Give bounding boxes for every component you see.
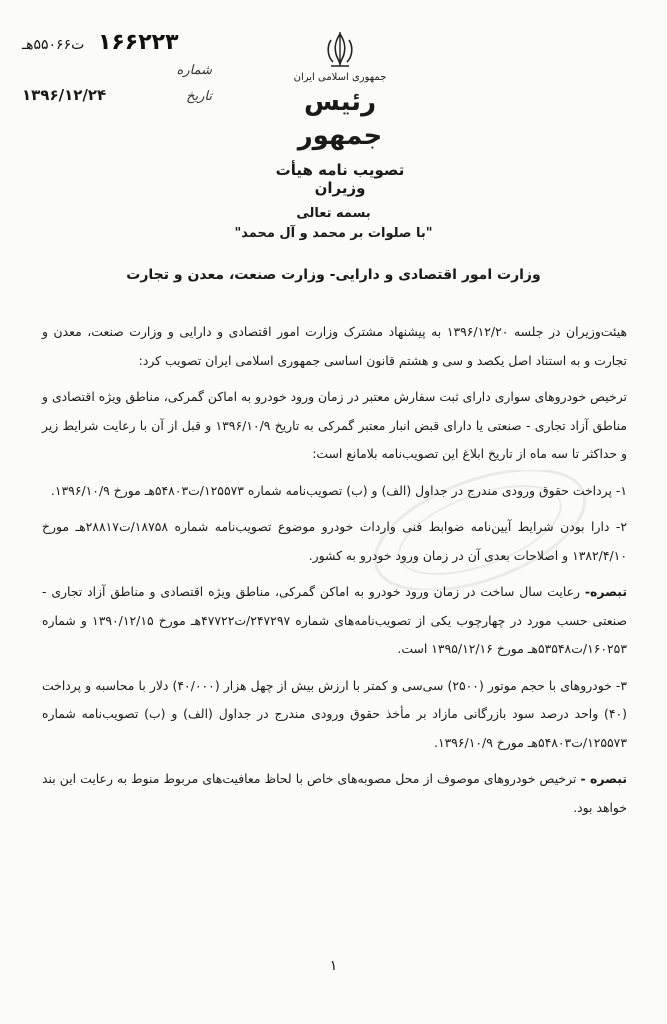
document-number [22,30,212,55]
document-meta [22,30,212,104]
page-number: ۱ [329,958,338,974]
decree-body [42,318,627,830]
main-paragraph: ترخیص خودروهای سواری دارای ثبت سفارش معتبر در زمان ورود خودرو به اماکن گمرکی، مناطق ویژه اقتصادی و مناطق آزاد تجاری - صنعتی یا دارای قبض انبار معتبر گمرکی به تاریخ ۱۳۹۶/۱۰/۹ و قبل از آن با رعایت شرایط زیر و حداکثر تا سه ماه از تاریخ ابلاغ این تصویب‌نامه بلامانع است: [42,389,627,461]
note-2-text: ترخیص خودروهای موصوف از محل مصوبه‌های خاص با لحاظ معافیت‌های مربوط منوط به رعایت این بند خواهد بود. [42,771,627,815]
note-1 [42,578,627,664]
date-label: تاریخ [186,89,212,104]
letterhead-subtitle: تصویب نامه هیأت وزیران [275,161,405,197]
iran-emblem-icon [323,30,357,70]
date-value: ۱۳۹۶/۱۲/۲۴ [22,86,107,104]
letterhead [270,30,410,197]
office-title: رئیس جمهور [297,87,383,151]
document-number-value: ۱۶۶۲۲۳ [97,30,179,55]
number-label: شماره [176,63,212,78]
date-row [22,86,212,104]
document-reference: ت۵۵۰۶۶هـ [22,37,85,53]
item-1: ۱- پرداخت حقوق ورودی مندرج در جداول (الف) و (ب) تصویب‌نامه شماره ۱۲۵۵۷۳/ت۵۴۸۰۳هـ مورخ ۱۳۹۶/۱۰/۹. [50,482,627,498]
item-3: ۳- خودروهای با حجم موتور (۲۵۰۰) سی‌سی و کمتر با ارزش بیش از چهل هزار (۴۰/۰۰۰) دلار با محاسبه و پرداخت (۴۰) واحد درصد سود بازرگانی مازاد بر مأخذ حقوق ورودی مندرج در جداول (الف) و (ب) تصویب‌نامه شماره ۱۲۵۵۷۳/ت۵۴۸۰۳هـ مورخ ۱۳۹۶/۱۰/۹. [42,677,627,750]
intro-paragraph: هیئت‌وزیران در جلسه ۱۳۹۶/۱۲/۲۰ به پیشنهاد مشترک وزارت امور اقتصادی و دارایی و وزارت صنعت، معدن و تجارت و به استناد اصل یکصد و سی و هشتم قانون اساسی جمهوری اسلامی ایران تصویب کرد: [42,324,628,368]
note-2-label: تبصره - [580,771,627,786]
bismillah: بسمه تعالی [296,206,371,221]
note-2 [42,765,627,822]
emblem-caption: جمهوری اسلامی ایران [293,72,387,83]
item-2: ۲- دارا بودن شرایط آیین‌نامه ضوابط فنی واردات خودرو موضوع تصویب‌نامه شماره ۱۸۷۵۸/ت۲۸۸۱۷هـ مورخ ۱۳۸۲/۴/۱۰ و اصلاحات بعدی آن در زمان ورود خودرو به کشور. [42,519,627,563]
number-row [22,63,212,78]
note-1-text: رعایت سال ساخت در زمان ورود خودرو به اماکن گمرکی، مناطق ویژه اقتصادی و مناطق آزاد تجاری - صنعتی حسب مورد در چهارچوب یکی از تصویب‌نامه‌های شماره ۲۴۷۲۹۷/ت۴۷۷۲۲هـ مورخ ۱۳۹۰/۱۲/۱۵ و شماره ۱۶۰۲۵۳/ت۵۳۵۴۸هـ مورخ ۱۳۹۵/۱۲/۱۶ است. [42,584,627,656]
addressee-ministries: وزارت امور اقتصادی و دارایی- وزارت صنعت، معدن و تجارت [126,267,541,283]
salawat-line: "با صلوات بر محمد و آل محمد" [234,226,433,241]
note-1-label: تبصره- [584,584,627,599]
